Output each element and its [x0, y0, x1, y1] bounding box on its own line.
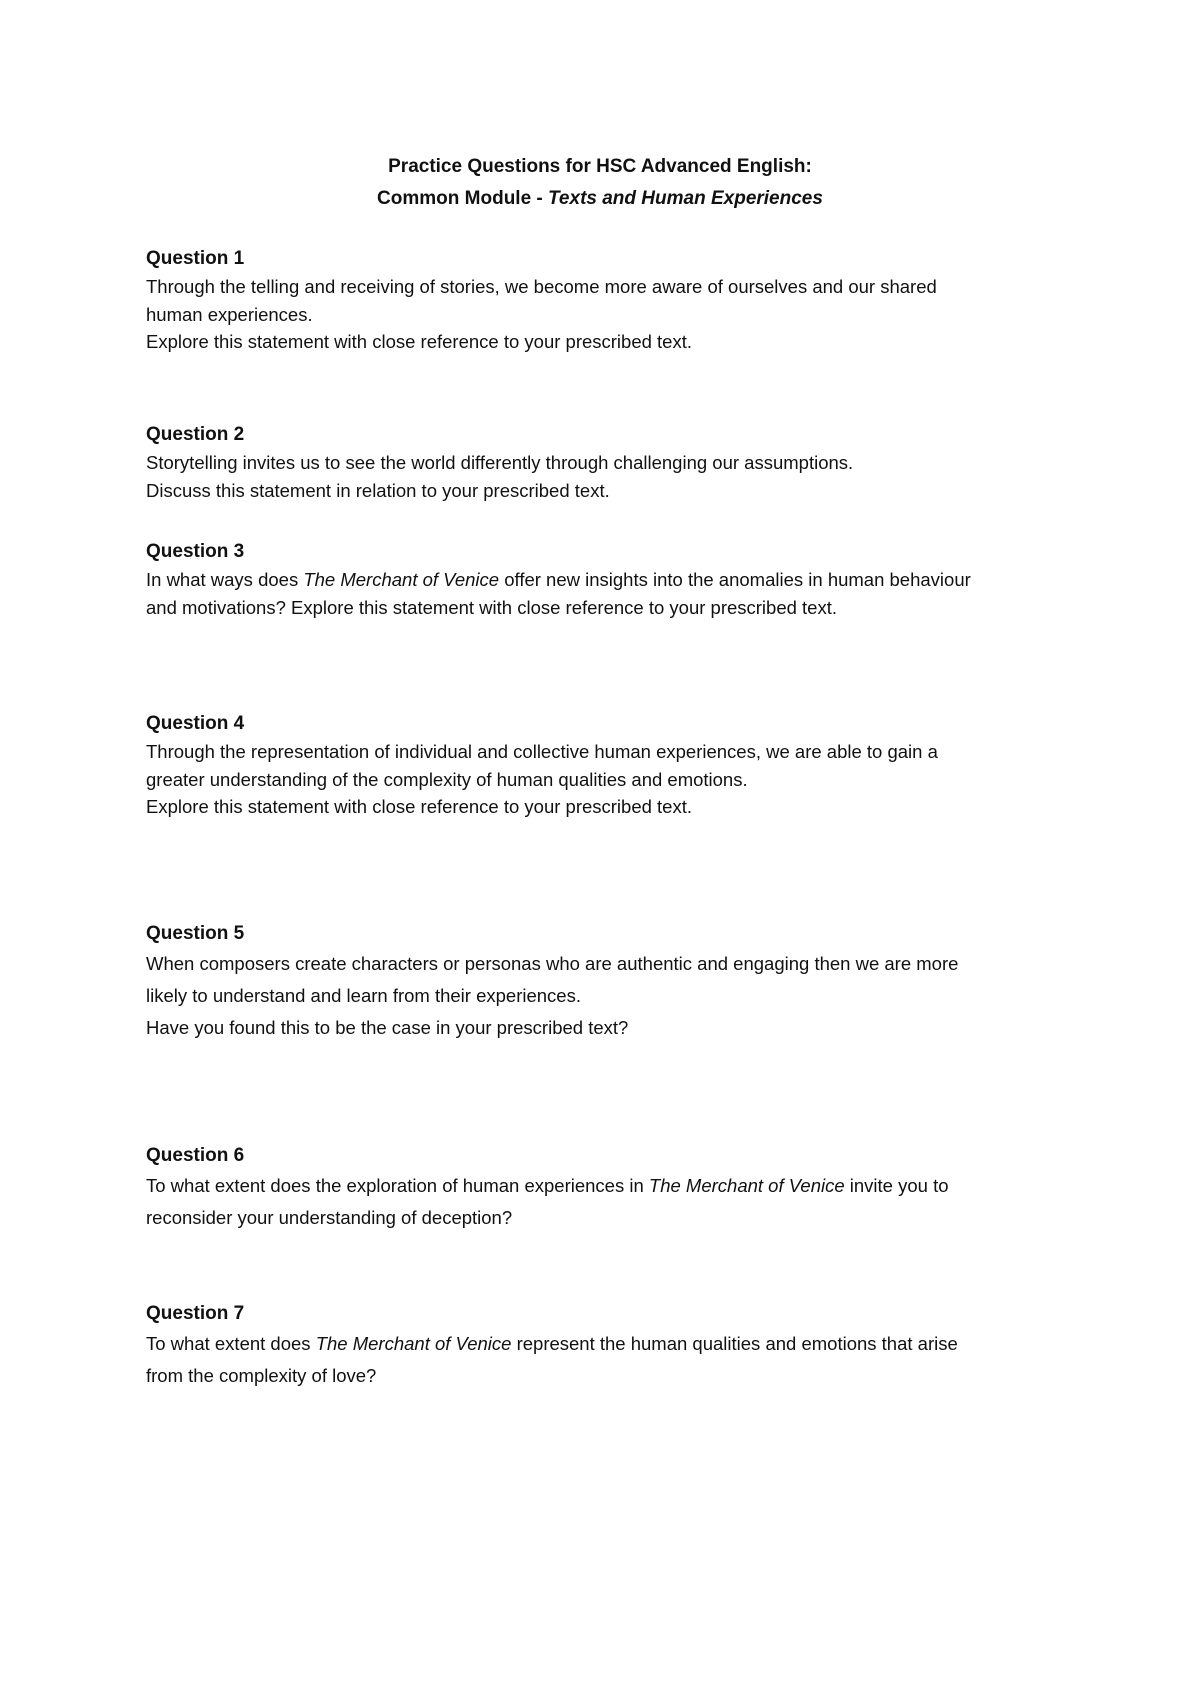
question-6-line-1-after: invite you to	[844, 1175, 949, 1196]
question-6-line-1-before: To what extent does the exploration of human experiences in	[146, 1175, 649, 1196]
question-2-line-2: Discuss this statement in relation to your prescribed text.	[146, 479, 610, 501]
question-1-title: Question 1	[146, 248, 245, 269]
title-line-2-prefix: Common Module -	[377, 188, 549, 209]
question-2	[146, 421, 1076, 504]
question-2-title: Question 2	[146, 424, 245, 445]
question-3-line-1-after: offer new insights into the anomalies in human behaviour	[499, 569, 971, 590]
document-title	[0, 151, 1200, 215]
question-1	[146, 245, 1076, 356]
question-2-line-1: Storytelling invites us to see the world differently through challenging our assumptions.	[146, 452, 854, 473]
question-3-line-1-before: In what ways does	[146, 569, 304, 590]
question-5-line-3: Have you found this to be the case in your prescribed text?	[146, 1017, 629, 1038]
title-line-2-italic: Texts and Human Experiences	[548, 188, 823, 209]
question-6-title: Question 6	[146, 1145, 245, 1166]
question-7-line-1-before: To what extent does	[146, 1333, 316, 1354]
question-6-book-title: The Merchant of Venice	[648, 1175, 845, 1196]
question-3	[146, 538, 1076, 621]
question-7-title: Question 7	[146, 1303, 245, 1324]
question-4-line-2: greater understanding of the complexity of human qualities and emotions.	[146, 768, 748, 790]
question-5-title: Question 5	[146, 923, 245, 944]
question-5	[146, 920, 1076, 1044]
question-4-line-3: Explore this statement with close reference to your prescribed text.	[146, 796, 693, 817]
question-4	[146, 710, 1076, 821]
title-line-2	[0, 183, 1200, 215]
question-6	[146, 1142, 1076, 1234]
question-1-line-2: human experiences.	[146, 303, 313, 325]
question-5-line-2: likely to understand and learn from their experiences.	[146, 985, 581, 1006]
question-3-line-2: and motivations? Explore this statement with close reference to your prescribed text.	[146, 596, 838, 618]
question-6-line-1	[146, 1170, 1076, 1202]
question-3-title: Question 3	[146, 541, 245, 562]
question-7-line-1-after: represent the human qualities and emotions that arise	[511, 1333, 958, 1354]
title-line-1: Practice Questions for HSC Advanced English:	[388, 156, 812, 177]
question-1-line-3: Explore this statement with close reference to your prescribed text.	[146, 331, 693, 352]
question-3-line-1	[146, 566, 1076, 594]
question-3-book-title: The Merchant of Venice	[303, 569, 500, 590]
question-4-title: Question 4	[146, 713, 245, 734]
question-4-line-1: Through the representation of individual and collective human experiences, we are able to gain a	[146, 741, 938, 762]
question-7-line-2: from the complexity of love?	[146, 1365, 377, 1386]
question-5-line-1: When composers create characters or personas who are authentic and engaging then we are more	[146, 953, 959, 974]
question-1-line-1: Through the telling and receiving of stories, we become more aware of ourselves and our shared	[146, 276, 937, 297]
question-7-book-title: The Merchant of Venice	[315, 1333, 512, 1354]
question-7-line-1	[146, 1328, 1076, 1360]
question-6-line-2: reconsider your understanding of deception?	[146, 1207, 513, 1228]
question-7	[146, 1300, 1076, 1392]
